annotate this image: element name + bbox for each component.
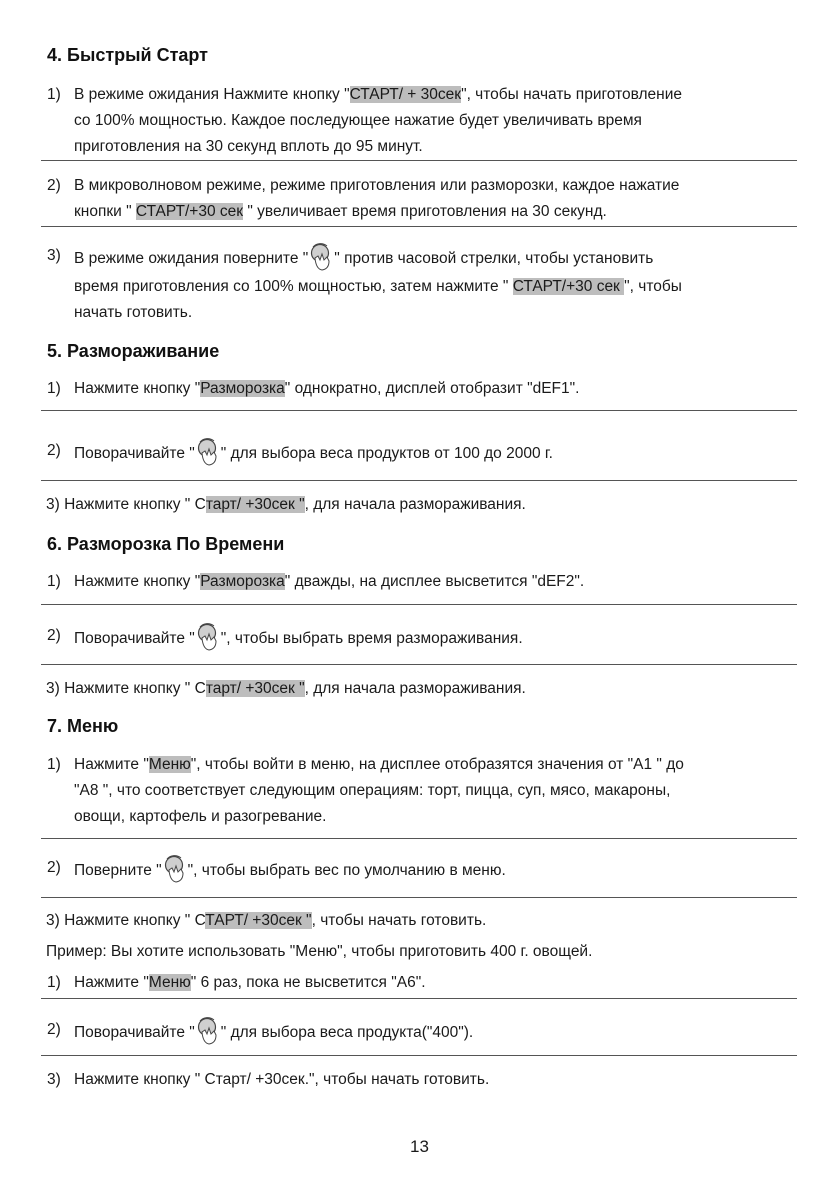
step-menu-3: 3) Нажмите кнопку " СТАРТ/ +30сек ", чтобы начать готовить.: [46, 912, 487, 929]
section-heading-menu: 7. Меню: [47, 716, 119, 736]
menu-example-intro: Пример: Вы хотите использовать "Меню", чтобы приготовить 400 г. овощей.: [46, 943, 593, 960]
manual-page: 4. Быстрый Старт 1) В режиме ожидания Нажмите кнопку "СТАРТ/ + 30сек", чтобы начать приготовление со 100% мощностью. Каждое последующее нажатие будет увеличивать время приготовления на 30 секунд вплоть до 95 минут. 2) В микроволновом режиме, режиме приготовления или разморозки, каждое нажатие кнопки " СТАРТ/+30 сек " увеличивает время приготовления на 30 секунд. 3) В режиме ожидания поверните " " против часовой стрелки, чтобы установить время приготовления со 100% мощностью, затем нажмите " СТАРТ/+30 сек ", чтобы начать готовить. 5. Размораживание 1) Нажмите кнопку "Разморозка" однократно, дисплей отобразит "dEF1". 2) Поворачивайте " " для выбора веса продуктов от 100 до 2000 г. 3) Нажмите кнопку " Старт/ +30сек ", для начала размораживания. 6. Разморозка По Времени 1) Нажмите кнопку "Разморозка" дважды, на дисплее высветится "dEF2". 2) Поворачивайте " ", чтобы выбрать время размораживания. 3) Нажмите кнопку " Старт/ +30сек ", для начала размораживания. 7. Меню 1) Нажмите "Меню", чтобы войти в меню, на дисплее отобразятся значения от "A1 " до "A8 ", что соответствует следующим операциям: торт, пицца, суп, мясо, макароны, овощи, картофель и разогревание. 2) Поверните " ", чтобы выбрать вес по умолчанию в меню. 3) Нажмите кнопку " СТАРТ/ +30сек ", чтобы начать готовить. Пример: Вы хотите использовать "Меню", чтобы приготовить 400 г. овощей. 1) Нажмите "Меню" 6 раз, пока не высветится "A6". 2) Поворачивайте " " для выбора веса продукта("400"). 3) Нажмите кнопку " Старт/ +30сек.", чтобы начать готовить. 13: [0, 0, 839, 1191]
start-button-label: ТАРТ/ +30сек ": [205, 912, 312, 929]
divider: [41, 897, 797, 898]
divider: [41, 1055, 797, 1056]
section-heading-defrost: 5. Размораживание: [47, 341, 220, 361]
divider: [41, 226, 797, 227]
start-button-label: тарт/ +30сек ": [205, 496, 305, 513]
step-time-defrost-3: 3) Нажмите кнопку " Старт/ +30сек ", для начала размораживания.: [46, 680, 526, 697]
dial-hand-icon: [309, 242, 333, 272]
start-button-label: тарт/ +30сек ": [205, 680, 305, 697]
divider: [41, 998, 797, 999]
divider: [41, 160, 797, 161]
divider: [41, 410, 797, 411]
start-button-label: СТАРТ/+30 сек: [512, 278, 625, 295]
dial-hand-icon: [196, 1016, 220, 1046]
defrost-button-label: Разморозка: [200, 380, 285, 397]
menu-button-label: Меню: [148, 756, 191, 773]
dial-hand-icon: [196, 622, 220, 652]
menu-button-label: Меню: [148, 974, 191, 991]
section-heading-quick-start: 4. Быстрый Старт: [47, 45, 208, 65]
dial-hand-icon: [163, 854, 187, 884]
dial-hand-icon: [196, 437, 220, 467]
divider: [41, 838, 797, 839]
page-number: 13: [410, 1137, 429, 1156]
divider: [41, 664, 797, 665]
step-defrost-3: 3) Нажмите кнопку " Старт/ +30сек ", для начала размораживания.: [46, 496, 526, 513]
divider: [41, 604, 797, 605]
divider: [41, 480, 797, 481]
start-button-label: СТАРТ/+30 сек: [135, 203, 244, 220]
section-heading-time-defrost: 6. Разморозка По Времени: [47, 534, 285, 554]
start-button-label: СТАРТ/ + 30сек: [349, 86, 462, 103]
defrost-button-label: Разморозка: [200, 573, 285, 590]
